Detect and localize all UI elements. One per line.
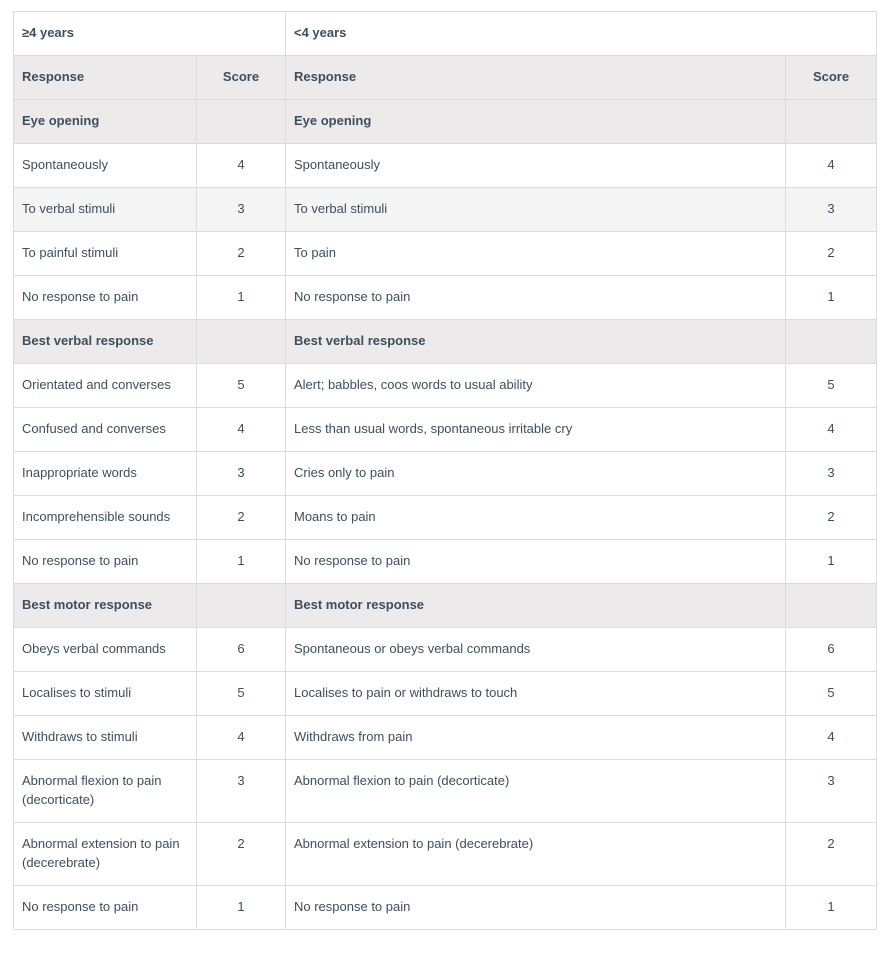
left-response: Obeys verbal commands bbox=[14, 628, 197, 672]
left-score: 5 bbox=[197, 672, 286, 716]
table-row bbox=[14, 823, 877, 886]
left-score: 2 bbox=[197, 496, 286, 540]
age-group-left-header: ≥4 years bbox=[14, 12, 286, 56]
table-row bbox=[14, 540, 877, 584]
right-score: 2 bbox=[786, 232, 877, 276]
right-response: Alert; babbles, coos words to usual ability bbox=[286, 364, 786, 408]
left-response: Orientated and converses bbox=[14, 364, 197, 408]
response-header-right: Response bbox=[286, 56, 786, 100]
column-header-row bbox=[14, 56, 877, 100]
right-score: 6 bbox=[786, 628, 877, 672]
right-score: 3 bbox=[786, 452, 877, 496]
table-row bbox=[14, 496, 877, 540]
section-row-verbal-response bbox=[14, 320, 877, 364]
right-score: 3 bbox=[786, 760, 877, 823]
left-response: No response to pain bbox=[14, 276, 197, 320]
right-response: Abnormal extension to pain (decerebrate) bbox=[286, 823, 786, 886]
right-response: Withdraws from pain bbox=[286, 716, 786, 760]
right-score: 4 bbox=[786, 716, 877, 760]
left-response: To verbal stimuli bbox=[14, 188, 197, 232]
table-row bbox=[14, 716, 877, 760]
table-row bbox=[14, 276, 877, 320]
table-row bbox=[14, 188, 877, 232]
right-response: To verbal stimuli bbox=[286, 188, 786, 232]
left-response: Withdraws to stimuli bbox=[14, 716, 197, 760]
left-score: 4 bbox=[197, 408, 286, 452]
left-response: Abnormal extension to pain (decerebrate) bbox=[14, 823, 197, 886]
right-score: 4 bbox=[786, 144, 877, 188]
score-header-right: Score bbox=[786, 56, 877, 100]
table-row bbox=[14, 760, 877, 823]
section-score-empty-right bbox=[786, 320, 877, 364]
right-response: No response to pain bbox=[286, 540, 786, 584]
response-header-left: Response bbox=[14, 56, 197, 100]
right-score: 2 bbox=[786, 823, 877, 886]
section-title-left: Best motor response bbox=[14, 584, 197, 628]
table-row bbox=[14, 886, 877, 930]
section-score-empty-right bbox=[786, 100, 877, 144]
left-score: 2 bbox=[197, 232, 286, 276]
table-row bbox=[14, 408, 877, 452]
table-row bbox=[14, 232, 877, 276]
section-score-empty-left bbox=[197, 320, 286, 364]
right-score: 1 bbox=[786, 540, 877, 584]
age-group-right-header: <4 years bbox=[286, 12, 877, 56]
right-response: No response to pain bbox=[286, 886, 786, 930]
left-response: Spontaneously bbox=[14, 144, 197, 188]
left-response: No response to pain bbox=[14, 886, 197, 930]
left-score: 3 bbox=[197, 188, 286, 232]
right-score: 5 bbox=[786, 672, 877, 716]
left-response: Abnormal flexion to pain (decorticate) bbox=[14, 760, 197, 823]
left-score: 4 bbox=[197, 144, 286, 188]
left-response: Localises to stimuli bbox=[14, 672, 197, 716]
right-response: Moans to pain bbox=[286, 496, 786, 540]
table-row bbox=[14, 452, 877, 496]
left-score: 1 bbox=[197, 886, 286, 930]
right-response: Spontaneously bbox=[286, 144, 786, 188]
section-score-empty-right bbox=[786, 584, 877, 628]
left-score: 6 bbox=[197, 628, 286, 672]
left-score: 3 bbox=[197, 452, 286, 496]
section-title-right: Best verbal response bbox=[286, 320, 786, 364]
right-response: Cries only to pain bbox=[286, 452, 786, 496]
left-response: Inappropriate words bbox=[14, 452, 197, 496]
section-score-empty-left bbox=[197, 584, 286, 628]
section-title-left: Best verbal response bbox=[14, 320, 197, 364]
right-score: 5 bbox=[786, 364, 877, 408]
table-row bbox=[14, 672, 877, 716]
section-title-right: Best motor response bbox=[286, 584, 786, 628]
right-response: Less than usual words, spontaneous irritable cry bbox=[286, 408, 786, 452]
left-score: 1 bbox=[197, 276, 286, 320]
right-response: Spontaneous or obeys verbal commands bbox=[286, 628, 786, 672]
score-header-left: Score bbox=[197, 56, 286, 100]
right-score: 3 bbox=[786, 188, 877, 232]
left-score: 3 bbox=[197, 760, 286, 823]
left-score: 5 bbox=[197, 364, 286, 408]
glasgow-coma-scale-table bbox=[13, 11, 877, 930]
right-score: 4 bbox=[786, 408, 877, 452]
section-row-motor-response bbox=[14, 584, 877, 628]
table-row bbox=[14, 364, 877, 408]
left-response: Confused and converses bbox=[14, 408, 197, 452]
right-response: No response to pain bbox=[286, 276, 786, 320]
right-response: To pain bbox=[286, 232, 786, 276]
table-row bbox=[14, 144, 877, 188]
age-group-header-row bbox=[14, 12, 877, 56]
right-score: 1 bbox=[786, 276, 877, 320]
left-response: No response to pain bbox=[14, 540, 197, 584]
section-score-empty-left bbox=[197, 100, 286, 144]
left-score: 4 bbox=[197, 716, 286, 760]
left-response: To painful stimuli bbox=[14, 232, 197, 276]
right-response: Localises to pain or withdraws to touch bbox=[286, 672, 786, 716]
section-title-right: Eye opening bbox=[286, 100, 786, 144]
gcs-table-container bbox=[13, 11, 876, 930]
right-score: 1 bbox=[786, 886, 877, 930]
right-response: Abnormal flexion to pain (decorticate) bbox=[286, 760, 786, 823]
left-response: Incomprehensible sounds bbox=[14, 496, 197, 540]
left-score: 1 bbox=[197, 540, 286, 584]
right-score: 2 bbox=[786, 496, 877, 540]
left-score: 2 bbox=[197, 823, 286, 886]
table-row bbox=[14, 628, 877, 672]
section-row-eye-opening bbox=[14, 100, 877, 144]
section-title-left: Eye opening bbox=[14, 100, 197, 144]
